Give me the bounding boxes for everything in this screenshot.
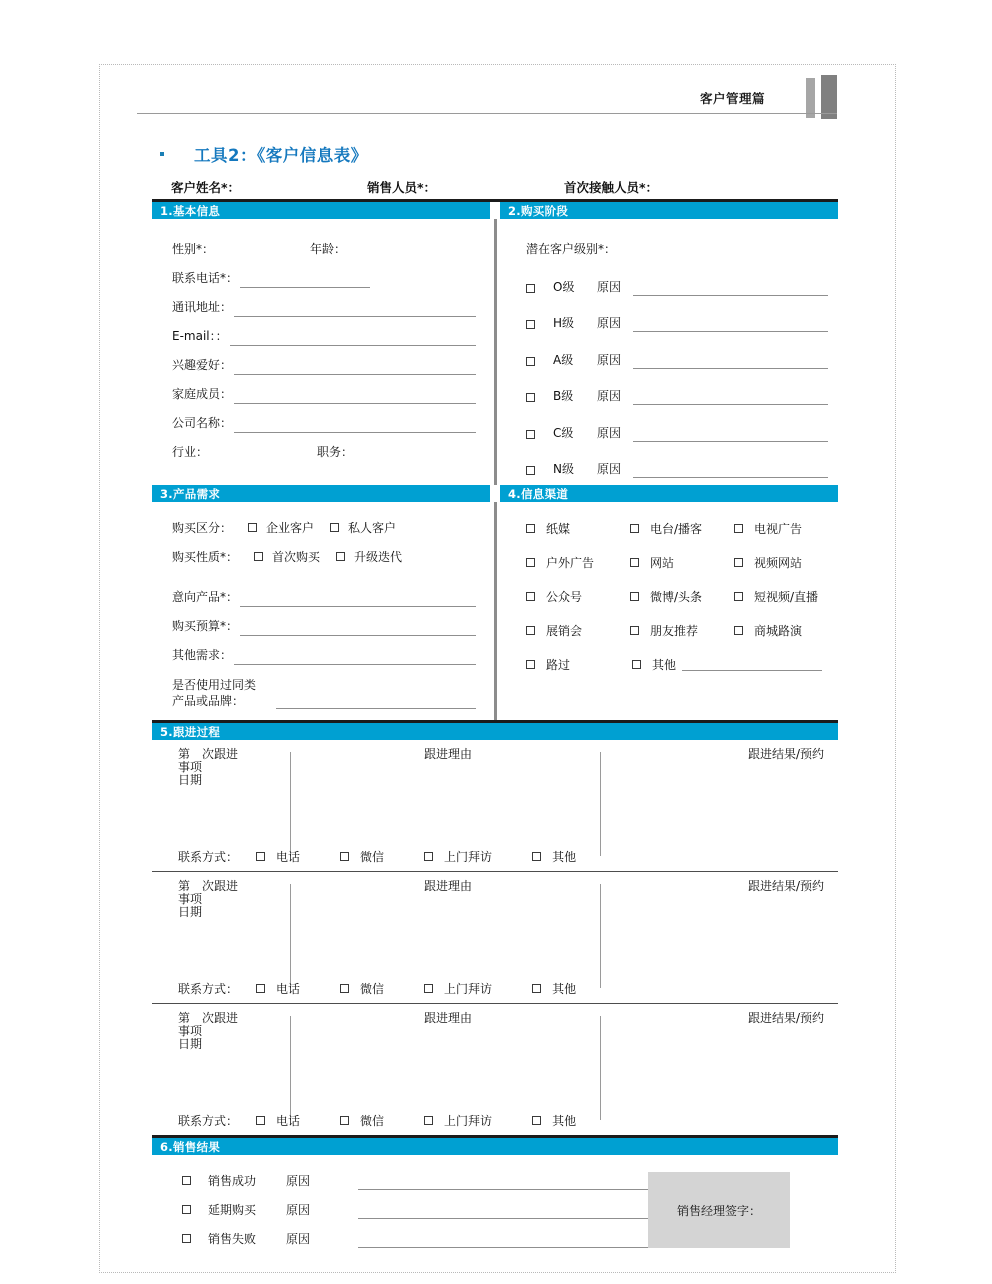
checkbox-contact-other-1[interactable] [532,852,541,861]
label-trade-fair: 展销会 [546,623,583,638]
label-follow-reason-3: 跟进理由 [424,1011,473,1025]
follow-up-block-2 [152,872,838,1003]
channel-row-3 [526,579,838,613]
row-phone[interactable] [152,259,490,288]
checkbox-friend-referral[interactable] [630,626,639,635]
label-buy-type: 购买区分： [172,521,233,535]
label-follow-no-2: 第 次跟进 [178,879,239,893]
channel-row-4 [526,613,838,647]
checkbox-radio-podcast[interactable] [630,524,639,533]
input-reason-failed[interactable] [358,1230,698,1248]
checkbox-enterprise-customer[interactable] [248,523,257,532]
label-upgrade-iteration: 升级迭代 [354,550,403,564]
checkbox-sale-deferred[interactable] [182,1205,191,1214]
label-reason-deferred: 原因 [286,1203,311,1217]
follow-up-header-1 [152,740,838,786]
label-contact-method-3: 联系方式： [178,1114,239,1128]
row-used-similar-product[interactable] [152,665,490,709]
label-reason-h: 原因 [597,316,622,330]
contact-option-visit-2[interactable] [424,980,492,997]
label-follow-no-3: 第 次跟进 [178,1011,239,1025]
follow-up-block-1 [152,740,838,871]
channel-option-other[interactable] [632,656,838,673]
checkbox-contact-visit-3[interactable] [424,1116,433,1125]
checkbox-trade-fair[interactable] [526,626,535,635]
input-family[interactable] [234,390,476,404]
label-first-purchase: 首次购买 [272,550,321,564]
input-reason-c[interactable] [633,429,828,442]
label-contact-wechat-1: 微信 [360,850,385,864]
label-contact-wechat-3: 微信 [360,1114,385,1128]
label-website: 网站 [650,555,675,570]
label-sale-success: 销售成功 [208,1174,257,1188]
label-grade-n: N级 [553,462,574,476]
checkbox-mall-roadshow[interactable] [734,626,743,635]
channel-grid [500,502,838,681]
label-video-site: 视频网站 [754,555,803,570]
contact-option-phone-1[interactable] [256,848,300,865]
section-3-4-body [152,502,838,720]
label-email: E-mail：： [172,329,228,343]
channel-option-mall-roadshow[interactable] [734,622,838,639]
input-reason-o[interactable] [633,283,828,296]
channel-option-video-site[interactable] [734,554,838,571]
channel-option-outdoor-ad[interactable] [526,554,630,571]
label-hobby: 兴趣爱好： [172,358,233,372]
input-reason-h[interactable] [633,319,828,332]
checkbox-contact-wechat-3[interactable] [340,1116,349,1125]
input-other-demand[interactable] [234,651,476,665]
channel-option-passerby[interactable] [526,656,632,673]
label-age: 年龄： [310,242,347,256]
label-used-similar-line1: 是否使用过同类 [172,678,257,693]
grade-row-a[interactable] [500,332,838,369]
label-follow-date-1: 日期 [178,773,203,787]
label-other-channel: 其他 [652,657,677,672]
section-2-purchase-stage [500,219,838,485]
label-contact-other-2: 其他 [552,982,577,996]
label-enterprise-customer: 企业客户 [266,521,315,535]
label-grade-c: C级 [553,425,574,440]
channel-option-print-media[interactable] [526,520,630,537]
label-company: 公司名称： [172,416,233,430]
label-sales-person: 销售人员*： [367,180,437,195]
label-radio-podcast: 电台/播客 [650,521,703,536]
bullet-icon [160,152,164,156]
label-grade-b: B级 [553,389,574,403]
sales-manager-signature-box[interactable] [648,1172,790,1248]
input-used-similar-product[interactable] [276,695,476,709]
checkbox-grade-a[interactable] [526,357,535,366]
channel-option-website[interactable] [630,554,734,571]
row-other-demand[interactable] [152,636,490,665]
label-grade-a: A级 [553,352,574,367]
label-follow-date-3: 日期 [178,1037,203,1051]
section-6-sales-result [152,1155,838,1252]
label-follow-result-3: 跟进结果/预约 [747,1011,824,1025]
label-contact-phone-1: 电话 [276,850,301,864]
checkbox-contact-phone-1[interactable] [256,852,265,861]
follow-up-header-2 [152,872,838,918]
input-phone[interactable] [240,274,370,288]
column-separator [494,219,497,485]
checkbox-other-channel[interactable] [632,660,641,669]
input-reason-a[interactable] [633,356,828,369]
input-other-channel[interactable] [682,658,822,671]
label-follow-result-1: 跟进结果/预约 [747,747,824,761]
grade-row-o[interactable] [500,259,838,296]
label-reason-success: 原因 [286,1174,311,1188]
header-bar-light-icon [806,78,815,118]
label-sales-manager-signature: 销售经理签字： [676,1203,761,1218]
row-intended-product[interactable] [152,578,490,607]
channel-option-official-account[interactable] [526,588,630,605]
label-contact-method-2: 联系方式： [178,982,239,996]
checkbox-tv-ad[interactable] [734,524,743,533]
column-separator-2 [494,502,497,720]
input-email[interactable] [230,332,476,346]
section-4-band: 4.信息渠道 [500,485,838,502]
label-grade-o: O级 [553,279,575,294]
header-title: 客户管理篇 [699,91,765,106]
checkbox-grade-n[interactable] [526,466,535,475]
checkbox-grade-o[interactable] [526,284,535,293]
channel-row-1 [526,511,838,545]
label-reason-o: 原因 [597,279,622,294]
label-contact-phone-2: 电话 [276,982,301,996]
row-email[interactable] [152,317,490,346]
customer-info-form [152,199,838,1252]
row-address[interactable] [152,288,490,317]
input-reason-success[interactable] [358,1172,698,1190]
checkbox-video-site[interactable] [734,558,743,567]
checkbox-contact-phone-2[interactable] [256,984,265,993]
header-rule [137,113,837,114]
label-sale-failed: 销售失败 [208,1232,257,1246]
contact-option-visit-3[interactable] [424,1112,492,1129]
follow-up-header-3 [152,1004,838,1050]
label-contact-visit-3: 上门拜访 [444,1114,493,1128]
label-follow-item-1: 事项 [178,760,203,774]
label-gender: 性别*： [172,242,215,256]
label-outdoor-ad: 户外广告 [546,555,595,570]
label-lead-grade: 潜在客户级别*： [526,242,617,256]
checkbox-official-account[interactable] [526,592,535,601]
label-follow-date-2: 日期 [178,905,203,919]
label-print-media: 纸媒 [546,521,571,536]
section-4-info-channel [500,502,838,720]
tool-title-row [160,142,368,166]
section-3-band: 3.产品需求 [152,485,490,502]
grade-row-b[interactable] [500,369,838,406]
row-company[interactable] [152,404,490,433]
row-gender [152,230,490,259]
input-budget[interactable] [240,622,476,636]
grade-row-h[interactable] [500,296,838,333]
page-title: 工具2：《客户信息表》 [194,146,368,165]
checkbox-grade-h[interactable] [526,320,535,329]
checkbox-contact-wechat-2[interactable] [340,984,349,993]
label-grade-h: H级 [553,316,575,330]
label-passerby: 路过 [546,657,571,672]
label-contact-other-1: 其他 [552,850,577,864]
checkbox-contact-other-3[interactable] [532,1116,541,1125]
section-6-band: 6.销售结果 [152,1138,838,1155]
label-private-customer: 私人客户 [348,521,397,535]
input-company[interactable] [234,419,476,433]
channel-option-weibo-toutiao[interactable] [630,588,734,605]
checkbox-print-media[interactable] [526,524,535,533]
grade-row-c[interactable] [500,405,838,442]
channel-row-5 [526,647,838,681]
section-2-band: 2.购买阶段 [500,202,838,219]
input-reason-n[interactable] [633,465,828,478]
section-3-product-demand [152,502,490,720]
contact-option-wechat-2[interactable] [340,980,384,997]
label-follow-result-2: 跟进结果/预约 [747,879,824,893]
section-1-basic-info [152,219,490,485]
input-hobby[interactable] [234,361,476,375]
label-position: 职务： [317,445,354,459]
label-reason-failed: 原因 [286,1232,311,1246]
contact-method-row-2 [152,980,616,997]
contact-option-visit-1[interactable] [424,848,492,865]
input-reason-deferred[interactable] [358,1201,698,1219]
section-1-band: 1.基本信息 [152,202,490,219]
label-customer-name: 客户姓名*： [171,180,241,195]
checkbox-short-video-live[interactable] [734,592,743,601]
label-other-demand: 其他需求： [172,648,233,662]
checkbox-contact-phone-3[interactable] [256,1116,265,1125]
label-follow-no-1: 第 次跟进 [178,747,239,761]
row-buy-nature[interactable] [152,542,490,571]
label-official-account: 公众号 [546,589,583,604]
label-contact-visit-2: 上门拜访 [444,982,493,996]
checkbox-sale-failed[interactable] [182,1234,191,1243]
band-row-3-4 [152,485,838,502]
channel-row-2 [526,545,838,579]
checkbox-first-purchase[interactable] [254,552,263,561]
contact-option-other-2[interactable] [532,980,576,997]
label-friend-referral: 朋友推荐 [650,623,699,638]
label-follow-item-3: 事项 [178,1024,203,1038]
checkbox-upgrade-iteration[interactable] [336,552,345,561]
section-5-band: 5.跟进过程 [152,723,838,740]
checkbox-contact-other-2[interactable] [532,984,541,993]
label-tv-ad: 电视广告 [754,521,803,536]
label-contact-method-1: 联系方式： [178,850,239,864]
row-family[interactable] [152,375,490,404]
input-address[interactable] [234,303,476,317]
label-follow-item-2: 事项 [178,892,203,906]
label-phone: 联系电话*： [172,271,239,285]
contact-option-phone-3[interactable] [256,1112,300,1129]
channel-option-friend-referral[interactable] [630,622,734,639]
follow-up-block-3 [152,1004,838,1135]
document-header [137,66,859,114]
label-weibo-toutiao: 微博/头条 [650,589,703,604]
label-sale-deferred: 延期购买 [208,1203,257,1217]
label-contact-wechat-2: 微信 [360,982,385,996]
checkbox-contact-visit-1[interactable] [424,852,433,861]
label-intended-product: 意向产品*： [172,590,239,604]
checkbox-contact-visit-2[interactable] [424,984,433,993]
checkbox-website[interactable] [630,558,639,567]
label-address: 通讯地址： [172,300,233,314]
label-budget: 购买预算*： [172,619,239,633]
row-lead-grade-prompt [500,230,838,259]
channel-option-radio-podcast[interactable] [630,520,734,537]
channel-option-tv-ad[interactable] [734,520,838,537]
section-1-2-body [152,219,838,485]
label-reason-c: 原因 [597,425,622,440]
label-contact-phone-3: 电话 [276,1114,301,1128]
label-first-contact-person: 首次接触人员*： [564,180,659,195]
grade-row-n[interactable] [500,442,838,479]
label-follow-reason-2: 跟进理由 [424,879,473,893]
checkbox-passerby[interactable] [526,660,535,669]
channel-option-short-video-live[interactable] [734,588,838,605]
label-reason-b: 原因 [597,389,622,403]
channel-option-trade-fair[interactable] [526,622,630,639]
row-hobby[interactable] [152,346,490,375]
checkbox-contact-wechat-1[interactable] [340,852,349,861]
row-industry [152,433,490,462]
label-contact-visit-1: 上门拜访 [444,850,493,864]
contact-method-row-3 [152,1112,616,1129]
label-industry: 行业： [172,445,209,459]
label-reason-a: 原因 [597,352,622,367]
contact-method-row-1 [152,848,616,865]
checkbox-grade-c[interactable] [526,430,535,439]
row-budget[interactable] [152,607,490,636]
contact-option-other-1[interactable] [532,848,576,865]
label-buy-nature: 购买性质*： [172,550,239,564]
checkbox-grade-b[interactable] [526,393,535,402]
contact-option-phone-2[interactable] [256,980,300,997]
input-reason-b[interactable] [633,392,828,405]
label-follow-reason-1: 跟进理由 [424,747,473,761]
row-buy-type[interactable] [152,513,490,542]
contact-option-wechat-3[interactable] [340,1112,384,1129]
label-contact-other-3: 其他 [552,1114,577,1128]
top-labels-row [171,178,841,196]
label-short-video-live: 短视频/直播 [754,589,819,604]
checkbox-outdoor-ad[interactable] [526,558,535,567]
contact-option-other-3[interactable] [532,1112,576,1129]
label-family: 家庭成员： [172,387,233,401]
label-used-similar-line2: 产品或品牌： [172,693,245,708]
label-mall-roadshow: 商城路演 [754,623,803,638]
band-row-1-2 [152,202,838,219]
checkbox-sale-success[interactable] [182,1176,191,1185]
label-reason-n: 原因 [597,462,622,476]
input-intended-product[interactable] [240,593,476,607]
contact-option-wechat-1[interactable] [340,848,384,865]
checkbox-private-customer[interactable] [330,523,339,532]
checkbox-weibo-toutiao[interactable] [630,592,639,601]
